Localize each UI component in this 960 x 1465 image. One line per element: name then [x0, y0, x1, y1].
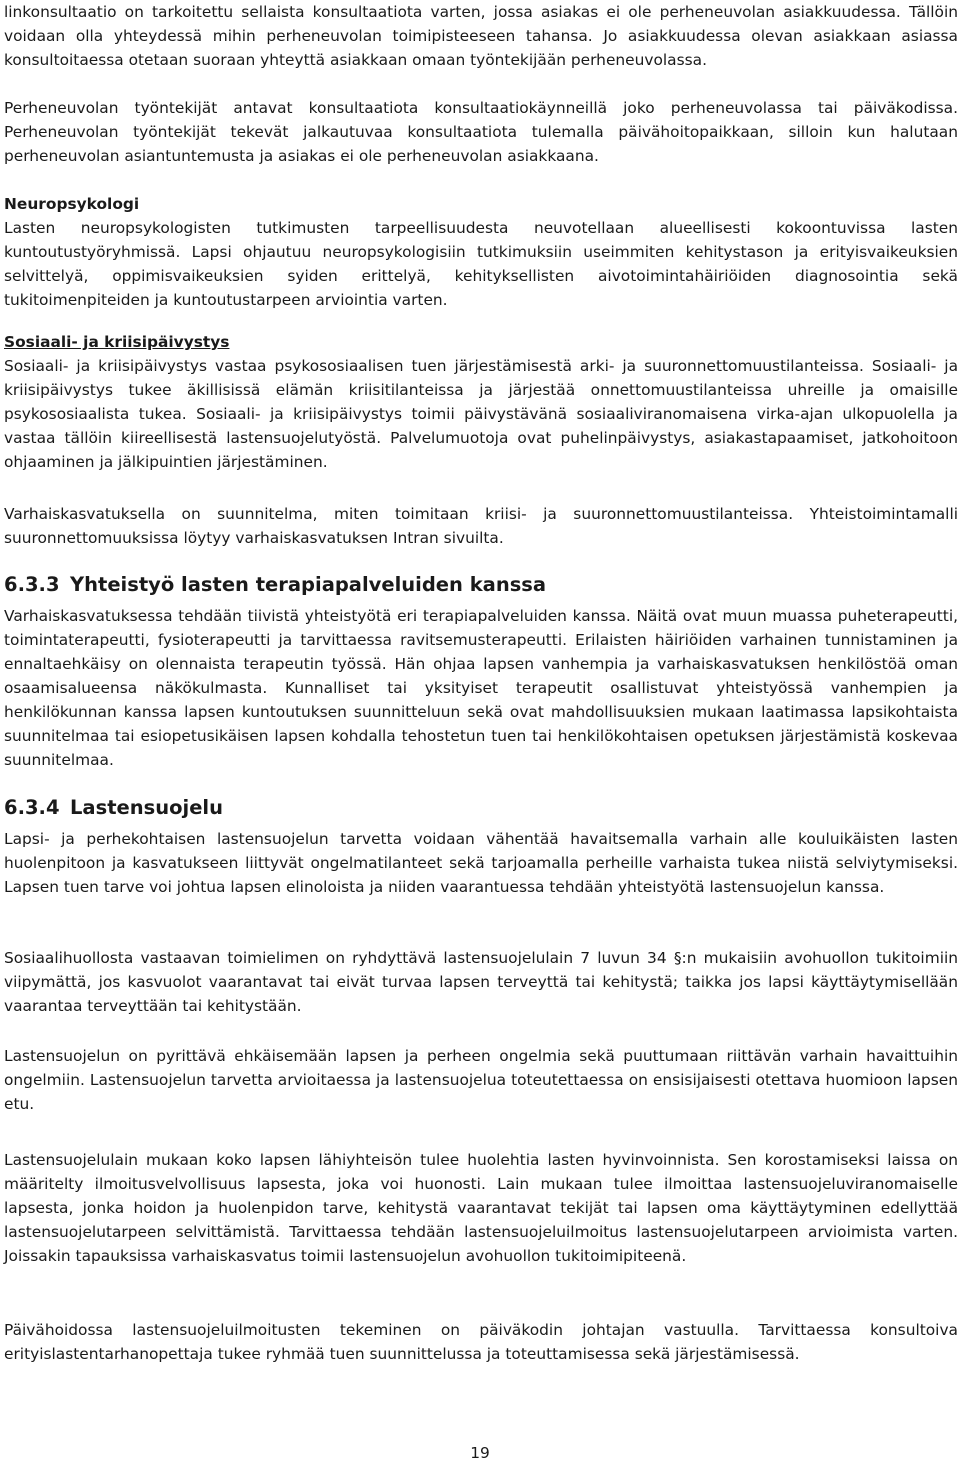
- neuropsykologi-section: [4, 192, 958, 312]
- section-633: [4, 572, 958, 772]
- section-634-paragraph-5: Päivähoidossa lastensuojeluilmoitusten tekeminen on päiväkodin johtajan vastuulla. Tarvittaessa konsultoiva erityislastentarhanopettaja tukee ryhmää tuen suunnittelussa ja toteuttamisessa sekä järjestämisessä.: [4, 1321, 958, 1363]
- section-634-paragraph-2: Sosiaalihuollosta vastaavan toimielimen on ryhdyttävä lastensuojelulain 7 luvun 34 §:n mukaisiin avohuollon tukitoimiin viipymättä, jos kasvuolot vaarantavat tai eivät turvaa lapsen terveyttä tai kehitystä; taikka jos lapsi käyttäytymisellään vaarantaa terveyttään tai kehitystään.: [4, 949, 958, 1015]
- section-634-paragraph-3: Lastensuojelun on pyrittävä ehkäisemään lapsen ja perheen ongelmia sekä puuttumaan riittävän varhain havaittuihin ongelmiin. Lastensuojelun tarvetta arvioitaessa ja lastensuojelua toteutettaessa on ensisijaisesti otettava huomioon lapsen etu.: [4, 1047, 958, 1113]
- section-633-title: Yhteistyö lasten terapiapalveluiden kanssa: [70, 573, 547, 596]
- section-633-text: Varhaiskasvatuksessa tehdään tiivistä yhteistyötä eri terapiapalveluiden kanssa. Näitä ovat muun muassa puheterapeutti, toimintaterapeutti, fysioterapeutti ja tarvittaessa ravitsemusterapeutti. Erilaisten häiriöiden varhainen tunnistaminen ja ennaltaehkäisy on olennaista terapeutin työssä. Hän ohjaa lapsen vanhempia ja varhaiskasvatuksen henkilöstöä oman osaamisalueensa näkökulmasta. Kunnalliset tai yksityiset terapeutit osallistuvat yhteistyössä vanhempien ja henkilökunnan kanssa lapsen kuntoutuksen suunnitteluun sekä ovat mahdollisuuksien mukaan laatimassa lapsikohtaista suunnitelmaa tai esiopetusikäisen lapsen kohdalla tehostetun tuen tai henkilökohtaisen opetuksen järjestämistä koskevaa suunnitelmaa.: [4, 607, 958, 769]
- page-number: 19: [470, 1444, 490, 1462]
- intro-paragraph: linkonsultaatio on tarkoitettu sellaista konsultaatiota varten, jossa asiakas ei ole perheneuvolan asiakkuudessa. Tällöin voidaan olla yhteydessä mihin perheneuvolan toimipisteeseen tahansa. Jo asiakkuudessa olevan asiakkaan asiassa konsultoitaessa otetaan suoraan yhteyttä asiakkaan omaan työntekijään perheneuvolassa.: [4, 3, 958, 69]
- kriisi-section: [4, 330, 958, 474]
- neuropsykologi-text: Lasten neuropsykologisten tutkimusten tarpeellisuudesta neuvotellaan alueellisesti kokoontuvissa lasten kuntoutustyöryhmissä. Lapsi ohjautuu neuropsykologisiin tutkimuksiin useimmiten kehitystason ja erityisvaikeuksien selvittelyä, oppimisvaikeuksien syiden erittelyä, kehityksellisten aivotoimintahäiriöiden diagnosointia sekä tukitoimenpiteiden ja kuntoutustarpeen arviointia varten.: [4, 219, 958, 309]
- kriisi-text: Sosiaali- ja kriisipäivystys vastaa psykososiaalisen tuen järjestämisestä arki- ja suuronnettomuustilanteissa. Sosiaali- ja kriisipäivystys tukee äkillisissä elämän kriisitilanteissa ja järjestää onnettomuustilanteissa uhreille ja omaisille psykososiaalista tukea. Sosiaali- ja kriisipäivystys toimii päivystävänä sosiaaliviranomaisena virka-ajan ulkopuolella ja vastaa tällöin kiireellisestä lastensuojelutyöstä. Palvelumuotoja ovat puhelinpäivystys, asiakastapaamiset, jatkohoitoon ohjaaminen ja jälkipuintien järjestäminen.: [4, 357, 958, 471]
- section-634: [4, 795, 958, 899]
- kriisi-heading: Sosiaali- ja kriisipäivystys: [4, 333, 230, 351]
- section-634-number: 6.3.4: [4, 796, 60, 819]
- neuropsykologi-heading: Neuropsykologi: [4, 195, 140, 213]
- kriisi-plan-paragraph: Varhaiskasvatuksella on suunnitelma, miten toimitaan kriisi- ja suuronnettomuustilanteissa. Yhteistoimintamalli suuronnettomuuksissa löytyy varhaiskasvatuksen Intran sivuilta.: [4, 505, 958, 547]
- section-634-heading: [4, 795, 958, 821]
- perheneuvola-paragraph: Perheneuvolan työntekijät antavat konsultaatiota konsultaatiokäynneillä joko perheneuvolassa tai päiväkodissa. Perheneuvolan työntekijät tekevät jalkautuvaa konsultaatiota tulemalla päivähoitopaikkaan, silloin kun halutaan perheneuvolan asiantuntemusta ja asiakas ei ole perheneuvolan asiakkaana.: [4, 99, 958, 165]
- section-633-heading: [4, 572, 958, 598]
- section-634-title: Lastensuojelu: [70, 796, 223, 819]
- section-633-number: 6.3.3: [4, 573, 60, 596]
- section-634-paragraph-4: Lastensuojelulain mukaan koko lapsen lähiyhteisön tulee huolehtia lasten hyvinvoinnista. Sen korostamiseksi laissa on määritelty ilmoitusvelvollisuus lapsesta, joka voi huonosti. Lain mukaan tulee ilmoittaa lastensuojeluviranomaiselle lapsesta, jonka hoidon ja huolenpidon tarve, kehitystä vaarantavat tekijät tai lapsen oma käyttäytyminen edellyttää lastensuojelutarpeen selvittämistä. Tarvittaessa tehdään lastensuojeluilmoitus lastensuojelutarpeen arvioimista varten. Joissakin tapauksissa varhaiskasvatus toimii lastensuojelun avohuollon tukitoimipiteenä.: [4, 1151, 958, 1265]
- section-634-paragraph-1: Lapsi- ja perhekohtaisen lastensuojelun tarvetta voidaan vähentää havaitsemalla varhain alle kouluikäisten lasten huolenpitoon ja kasvatukseen liittyvät ongelmatilanteet sekä tarjoamalla perheille varhaista tukea niistä selviytymiseksi. Lapsen tuen tarve voi johtua lapsen elinoloista ja niiden vaarantuessa tehdään yhteistyötä lastensuojelun kanssa.: [4, 830, 958, 896]
